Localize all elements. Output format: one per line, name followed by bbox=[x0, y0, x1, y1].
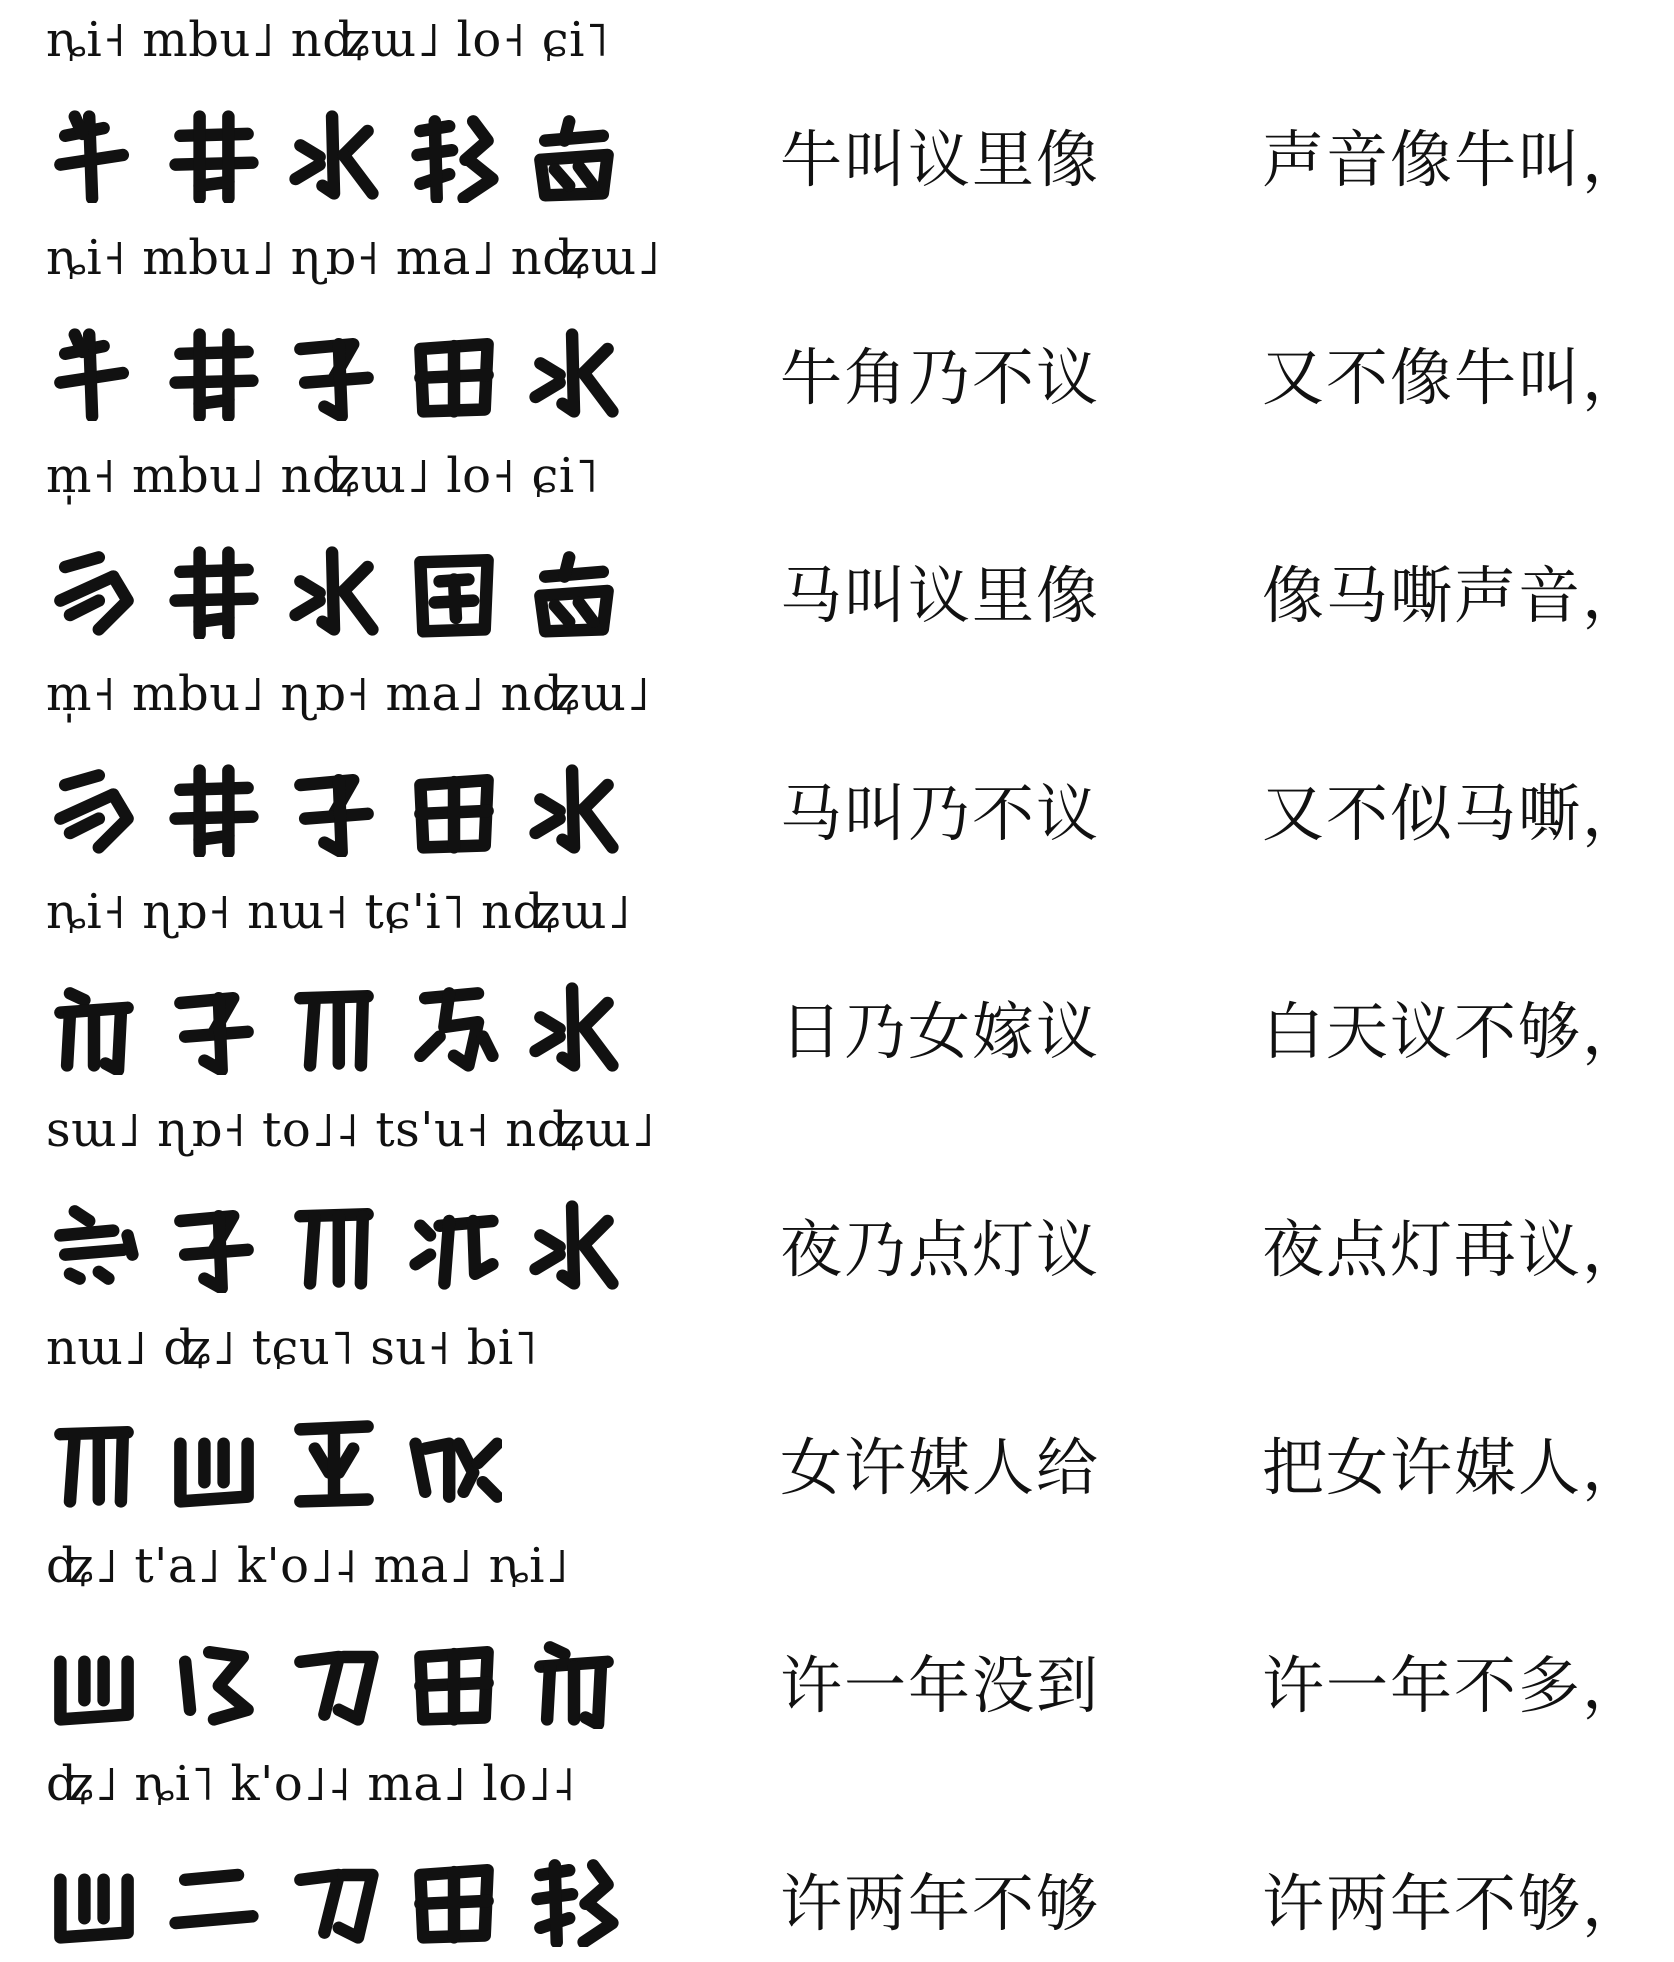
free-translation: 又不像牛叫， bbox=[1262, 341, 1647, 414]
script-glyph-19 bbox=[286, 1633, 382, 1729]
script-glyph-7 bbox=[406, 1851, 502, 1947]
script-glyph-6 bbox=[286, 325, 382, 421]
script-glyph-row bbox=[46, 754, 622, 864]
script-glyph-row bbox=[46, 1844, 622, 1954]
script-glyph-7 bbox=[406, 1633, 502, 1729]
script-glyph-2 bbox=[166, 107, 262, 203]
script-glyph-16 bbox=[286, 1415, 382, 1511]
script-glyph-6 bbox=[166, 979, 262, 1075]
script-glyph-5 bbox=[526, 543, 622, 639]
script-glyph-3 bbox=[286, 543, 382, 639]
script-glyph-15 bbox=[46, 1851, 142, 1947]
free-translation: 许一年不多， bbox=[1262, 1649, 1647, 1722]
free-translation: 像马嘶声音， bbox=[1262, 559, 1647, 632]
script-glyph-7 bbox=[406, 325, 502, 421]
verse-block bbox=[0, 872, 1674, 1090]
free-translation: 白天议不够， bbox=[1262, 995, 1647, 1068]
ipa-transcription: m̩˧ mbu˩ nʥɯ˩ lo˧ ɕi˥ bbox=[46, 448, 599, 504]
script-glyph-5 bbox=[526, 107, 622, 203]
script-glyph-10 bbox=[526, 1633, 622, 1729]
script-glyph-row bbox=[46, 318, 622, 428]
ipa-transcription: nɯ˩ ʥ˩ tɕu˥ su˧ bi˥ bbox=[46, 1320, 538, 1376]
literal-gloss: 许两年不够 bbox=[780, 1867, 1101, 1940]
free-translation: 许两年不够， bbox=[1262, 1867, 1647, 1940]
literal-gloss: 马叫乃不议 bbox=[780, 777, 1101, 850]
ipa-transcription: m̩˧ mbu˩ ɳɒ˧ ma˩ nʥɯ˩ bbox=[46, 666, 651, 722]
script-glyph-8 bbox=[46, 543, 142, 639]
script-glyph-18 bbox=[166, 1633, 262, 1729]
script-glyph-3 bbox=[286, 107, 382, 203]
verse-block bbox=[0, 1090, 1674, 1308]
script-glyph-6 bbox=[286, 761, 382, 857]
literal-gloss: 日乃女嫁议 bbox=[780, 995, 1101, 1068]
script-glyph-15 bbox=[46, 1633, 142, 1729]
verse-block bbox=[0, 436, 1674, 654]
script-glyph-row bbox=[46, 1408, 502, 1518]
verse-block bbox=[0, 654, 1674, 872]
script-glyph-4 bbox=[526, 1851, 622, 1947]
script-glyph-11 bbox=[286, 979, 382, 1075]
script-glyph-7 bbox=[406, 761, 502, 857]
script-glyph-11 bbox=[46, 1415, 142, 1511]
script-glyph-3 bbox=[526, 979, 622, 1075]
script-glyph-row bbox=[46, 1626, 622, 1736]
script-glyph-20 bbox=[166, 1851, 262, 1947]
script-glyph-14 bbox=[406, 1197, 502, 1293]
ipa-transcription: ȵi˧ mbu˩ ɳɒ˧ ma˩ nʥɯ˩ bbox=[46, 230, 661, 286]
script-glyph-3 bbox=[526, 761, 622, 857]
ipa-transcription: ʥ˩ ȵi˥ k'o˩˨ ma˩ lo˩˨ bbox=[46, 1756, 576, 1812]
script-glyph-2 bbox=[166, 325, 262, 421]
script-glyph-row bbox=[46, 972, 622, 1082]
script-glyph-3 bbox=[526, 1197, 622, 1293]
verse-block bbox=[0, 218, 1674, 436]
free-translation: 又不似马嘶， bbox=[1262, 777, 1647, 850]
literal-gloss: 牛角乃不议 bbox=[780, 341, 1101, 414]
script-glyph-17 bbox=[406, 1415, 502, 1511]
script-glyph-11 bbox=[286, 1197, 382, 1293]
script-glyph-9 bbox=[406, 543, 502, 639]
literal-gloss: 马叫议里像 bbox=[780, 559, 1101, 632]
script-glyph-19 bbox=[286, 1851, 382, 1947]
verse-block bbox=[0, 1526, 1674, 1744]
verse-block bbox=[0, 1308, 1674, 1526]
verse-block bbox=[0, 1744, 1674, 1962]
script-glyph-row bbox=[46, 536, 622, 646]
script-glyph-row bbox=[46, 1190, 622, 1300]
free-translation: 声音像牛叫， bbox=[1262, 123, 1647, 196]
ipa-transcription: ʥ˩ t'a˩ k'o˩˨ ma˩ ȵi˩ bbox=[46, 1538, 570, 1594]
script-glyph-4 bbox=[406, 107, 502, 203]
script-glyph-13 bbox=[46, 1197, 142, 1293]
script-glyph-1 bbox=[46, 325, 142, 421]
script-glyph-row bbox=[46, 100, 622, 210]
literal-gloss: 牛叫议里像 bbox=[780, 123, 1101, 196]
script-glyph-1 bbox=[46, 107, 142, 203]
free-translation: 夜点灯再议， bbox=[1262, 1213, 1647, 1286]
script-glyph-6 bbox=[166, 1197, 262, 1293]
script-glyph-2 bbox=[166, 761, 262, 857]
script-glyph-8 bbox=[46, 761, 142, 857]
ipa-transcription: ȵi˧ ɳɒ˧ nɯ˧ tɕ'i˥ nʥɯ˩ bbox=[46, 884, 632, 940]
literal-gloss: 夜乃点灯议 bbox=[780, 1213, 1101, 1286]
literal-gloss: 许一年没到 bbox=[780, 1649, 1101, 1722]
script-glyph-15 bbox=[166, 1415, 262, 1511]
ipa-transcription: sɯ˩ ɳɒ˧ to˩˨ ts'u˧ nʥɯ˩ bbox=[46, 1102, 656, 1158]
script-glyph-10 bbox=[46, 979, 142, 1075]
literal-gloss: 女许媒人给 bbox=[780, 1431, 1101, 1504]
ipa-transcription: ȵi˧ mbu˩ nʥɯ˩ lo˧ ɕi˥ bbox=[46, 12, 610, 68]
script-glyph-12 bbox=[406, 979, 502, 1075]
verse-block bbox=[0, 0, 1674, 218]
script-glyph-3 bbox=[526, 325, 622, 421]
script-glyph-2 bbox=[166, 543, 262, 639]
free-translation: 把女许媒人， bbox=[1262, 1431, 1647, 1504]
